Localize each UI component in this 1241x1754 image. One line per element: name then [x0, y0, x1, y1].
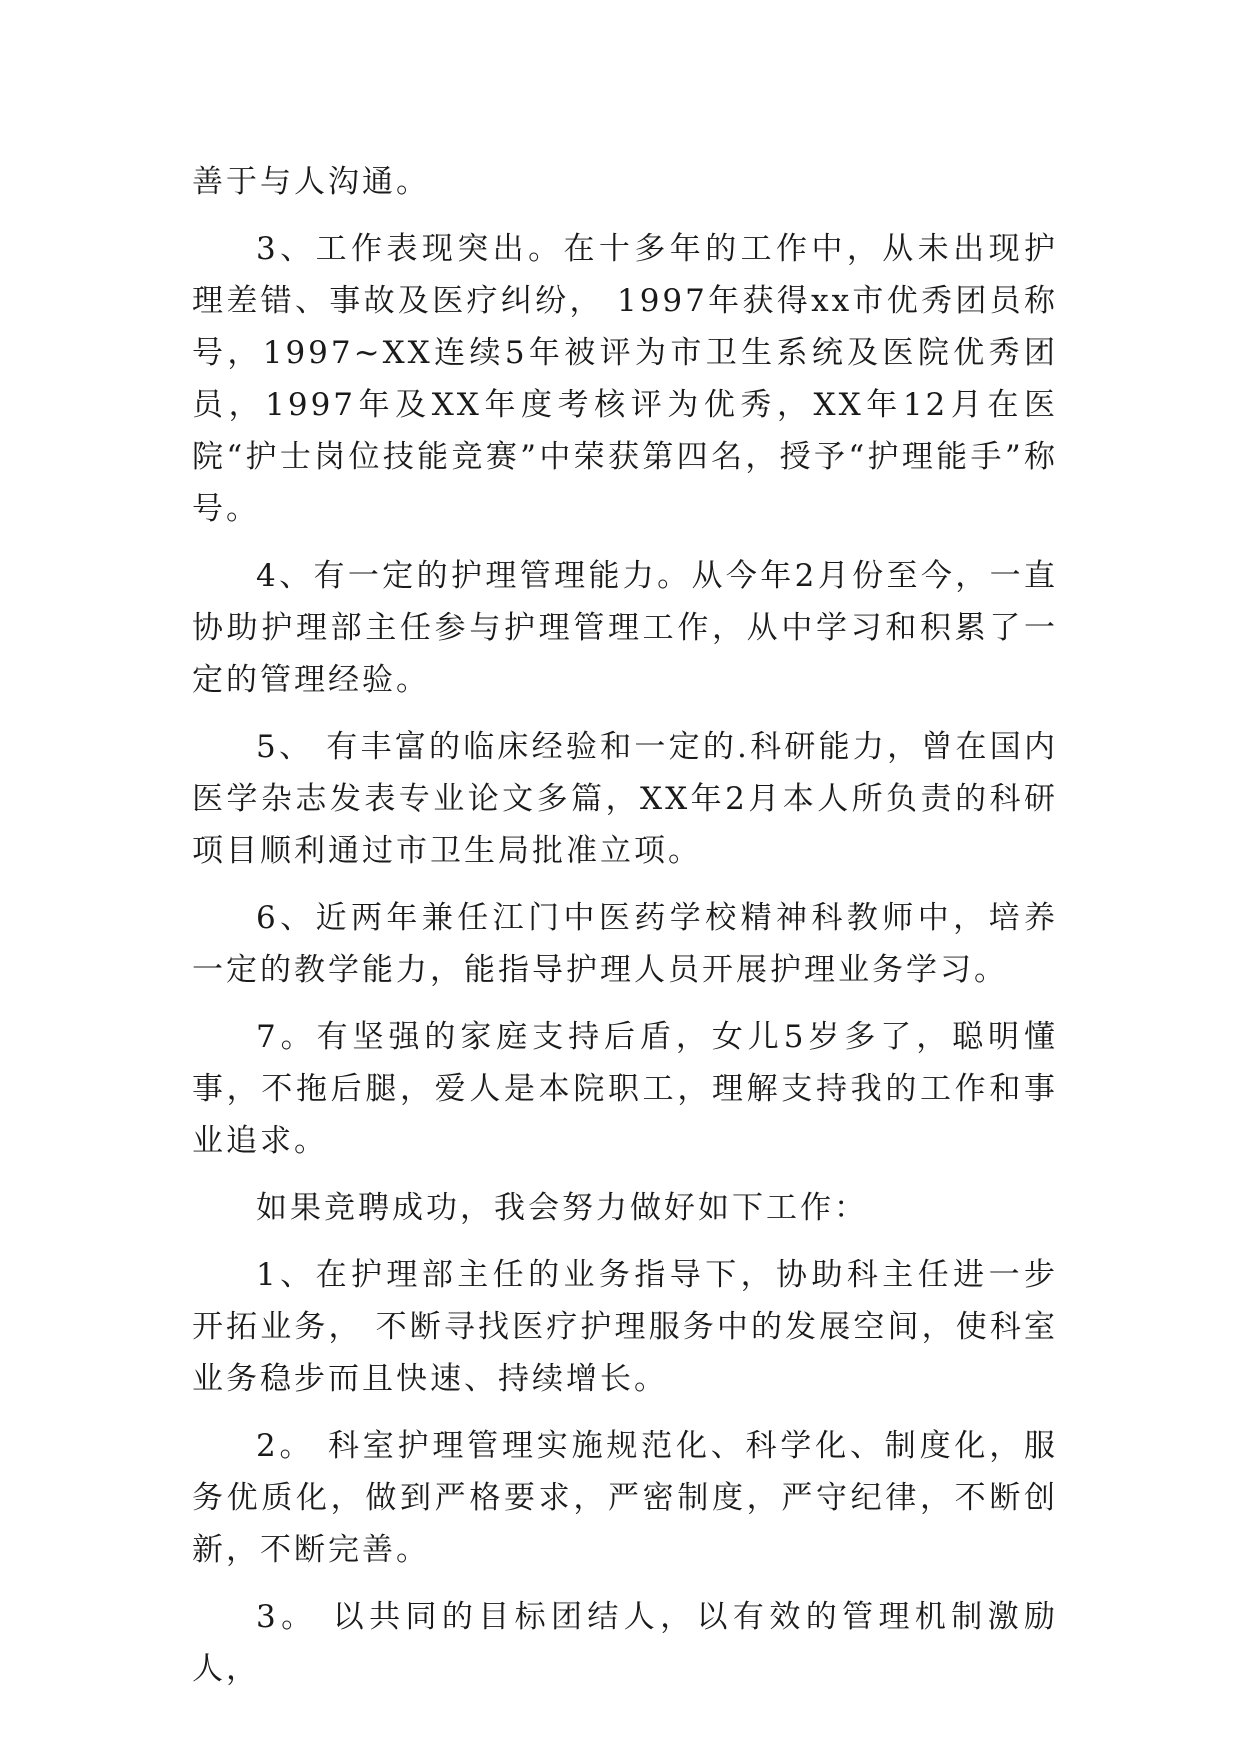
- paragraph: 4、有一定的护理管理能力。从今年2月份至今，一直协助护理部主任参与护理管理工作，从中学习和积累了一定的管理经验。: [192, 558, 1058, 698]
- paragraph: 2。 科室护理管理实施规范化、科学化、制度化，服务优质化，做到严格要求，严密制度，严守纪律，不断创新，不断完善。: [192, 1428, 1058, 1568]
- paragraph: 如果竞聘成功，我会努力做好如下工作：: [256, 1190, 868, 1226]
- paragraph: 3、工作表现突出。在十多年的工作中，从未出现护理差错、事故及医疗纠纷， 1997年获得xx市优秀团员称号，1997~XX连续5年被评为市卫生系统及医院优秀团员，1997年及XX年度考核评为优秀，XX年12月在医院“护士岗位技能竞赛”中荣获第四名，授予“护理能手”称号。: [192, 231, 1058, 527]
- paragraph: 6、近两年兼任江门中医药学校精神科教师中，培养一定的教学能力，能指导护理人员开展护理业务学习。: [192, 900, 1058, 988]
- paragraph: 1、在护理部主任的业务指导下，协助科主任进一步开拓业务， 不断寻找医疗护理服务中的发展空间，使科室业务稳步而且快速、持续增长。: [192, 1257, 1058, 1397]
- paragraph: 善于与人沟通。: [192, 164, 430, 200]
- paragraph: 5、 有丰富的临床经验和一定的.科研能力，曾在国内医学杂志发表专业论文多篇，XX年2月本人所负责的科研项目顺利通过市卫生局批准立项。: [192, 729, 1058, 869]
- paragraph: 3。 以共同的目标团结人，以有效的管理机制激励人，: [192, 1599, 1058, 1687]
- paragraph: 7。有坚强的家庭支持后盾，女儿5岁多了，聪明懂事，不拖后腿，爱人是本院职工，理解支持我的工作和事业追求。: [192, 1019, 1058, 1159]
- document-body: [192, 156, 1058, 1710]
